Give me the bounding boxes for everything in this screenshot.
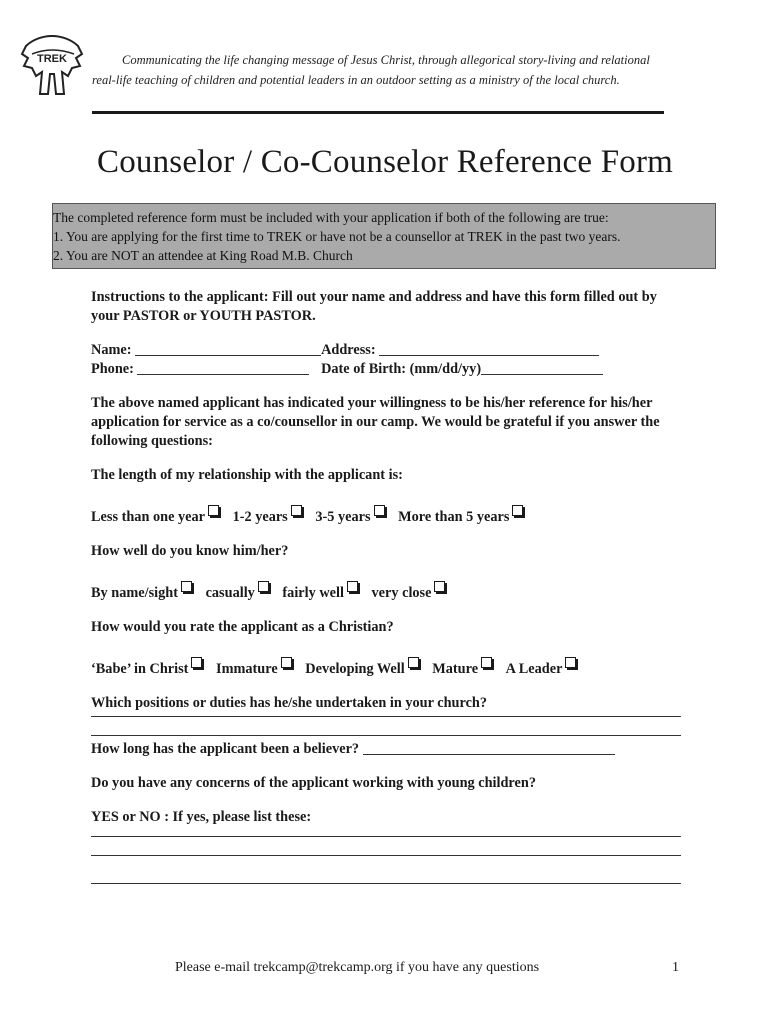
trek-logo (18, 32, 86, 102)
checkbox[interactable] (565, 657, 576, 668)
mission-text: Communicating the life changing message of Jesus Christ, through allegorical story-living and relational real-life teaching of children and potential leaders in an outdoor setting as a ministry of the local church. (92, 53, 650, 87)
header-divider (92, 111, 664, 114)
notice-line: 2. You are NOT an attendee at King Road M.B. Church (53, 248, 353, 263)
checkbox[interactable] (481, 657, 492, 668)
name-label: Name: (91, 342, 132, 358)
answer-line[interactable] (91, 837, 681, 856)
checkbox[interactable] (291, 505, 302, 516)
q1-option: 1-2 years (233, 505, 306, 527)
checkbox[interactable] (258, 581, 269, 592)
phone-label: Phone: (91, 361, 134, 377)
q3-option: Immature (216, 657, 296, 679)
checkbox[interactable] (512, 505, 523, 516)
notice-line: 1. You are applying for the first time to TREK or have not be a counsellor at TREK in the past two years. (53, 229, 621, 244)
q1-options (91, 505, 681, 527)
answer-line[interactable] (91, 827, 681, 837)
q6-question: Do you have any concerns of the applicant working with young children? (91, 775, 536, 791)
q3-question: How would you rate the applicant as a Christian? (91, 619, 394, 635)
page-number: 1 (672, 960, 679, 975)
q4-question: Which positions or duties has he/she undertaken in your church? (91, 695, 488, 711)
q3-option: Developing Well (305, 657, 422, 679)
q3-option: A Leader (506, 657, 581, 679)
q5-answer-field[interactable] (363, 740, 615, 755)
dob-label: Date of Birth: (mm/dd/yy) (321, 361, 482, 377)
notice-line: The completed reference form must be included with your application if both of the following are true: (53, 210, 609, 225)
checkbox[interactable] (281, 657, 292, 668)
address-field[interactable] (379, 341, 599, 356)
phone-field[interactable] (137, 360, 309, 375)
q2-option: very close (372, 581, 450, 603)
page-title: Counselor / Co-Counselor Reference Form (96, 144, 674, 180)
q1-question: The length of my relationship with the applicant is: (91, 467, 403, 483)
checkbox[interactable] (191, 657, 202, 668)
checkbox[interactable] (434, 581, 445, 592)
checkbox[interactable] (408, 657, 419, 668)
intro-text: The above named applicant has indicated your willingness to be his/her reference for his/her application for service as a co/counsellor in our camp. We would be grateful if you answer the following questions: (91, 395, 660, 449)
answer-line[interactable] (91, 717, 681, 736)
phone-dob-row (91, 360, 681, 379)
checkbox[interactable] (208, 505, 219, 516)
q2-option: fairly well (282, 581, 362, 603)
q1-option: Less than one year (91, 505, 223, 527)
q3-option: ‘Babe’ in Christ (91, 657, 206, 679)
logo-text: TREK (37, 53, 67, 65)
notice-box (52, 203, 716, 269)
q3-option: Mature (432, 657, 496, 679)
checkbox[interactable] (374, 505, 385, 516)
q5-row (91, 740, 681, 759)
q2-option: By name/sight (91, 581, 196, 603)
name-field[interactable] (135, 341, 321, 356)
mission-statement (92, 50, 672, 90)
address-label: Address: (321, 342, 376, 358)
checkbox[interactable] (347, 581, 358, 592)
q2-options (91, 581, 681, 603)
q3-options (91, 657, 681, 679)
dob-field[interactable] (481, 360, 603, 375)
footer-text: Please e-mail trekcamp@trekcamp.org if you have any questions (175, 960, 540, 975)
form-body (91, 288, 681, 884)
name-address-row (91, 341, 681, 360)
q2-question: How well do you know him/her? (91, 543, 289, 559)
q7-question: YES or NO : If yes, please list these: (91, 809, 312, 825)
q1-option: More than 5 years (398, 505, 527, 527)
trek-logo-icon (18, 32, 86, 102)
checkbox[interactable] (181, 581, 192, 592)
q2-option: casually (206, 581, 273, 603)
answer-line[interactable] (91, 856, 681, 884)
instructions: Instructions to the applicant: Fill out your name and address and have this form filled out by your PASTOR or YOUTH PASTOR. (91, 289, 657, 324)
q1-option: 3-5 years (315, 505, 388, 527)
q5-question: How long has the applicant been a believer? (91, 741, 360, 757)
